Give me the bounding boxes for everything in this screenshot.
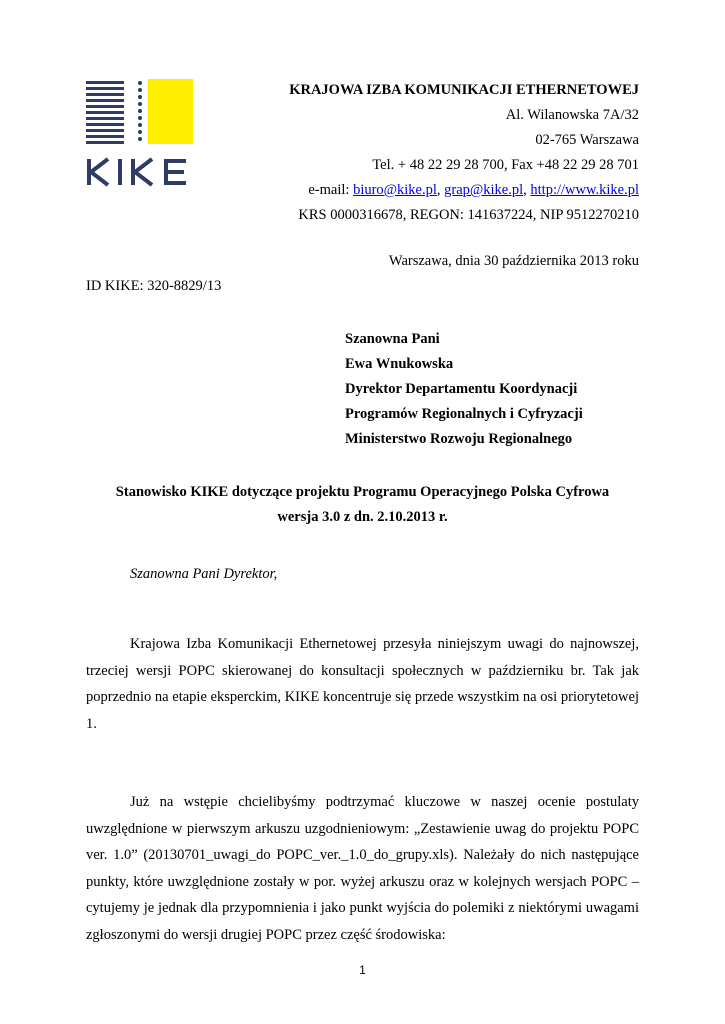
recipient-salutation: Szanowna Pani xyxy=(345,331,440,347)
recipient-block xyxy=(345,327,583,452)
email-link-biuro[interactable]: biuro@kike.pl xyxy=(353,182,437,198)
sender-header xyxy=(289,78,639,228)
email-label: e-mail: xyxy=(308,182,354,198)
address-street: Al. Wilanowska 7A/32 xyxy=(505,107,639,123)
subject-line-2: wersja 3.0 z dn. 2.10.2013 r. xyxy=(277,509,448,525)
address-city: 02-765 Warszawa xyxy=(535,132,639,148)
email-link-grap[interactable]: grap@kike.pl xyxy=(444,182,524,198)
email-line xyxy=(289,178,639,203)
body-paragraph: Już na wstępie chcielibyśmy podtrzymać kluczowe w naszej ocenie postulaty uwzględnione w pierwszym arkuszu uzgodnieniowym: „Zestawienie uwag do projektu POPC ver. 1.0” (20130701_uwagi_do POPC_ver._1.0_do_grupy.xls). Należały do nich następujące punkty, które uwzględnione zostały w por. wyżej arkuszu oraz w kolejnych wersjach POPC – cytujemy je jednak dla przypomnienia i jako punkt wyjścia do polemiki z niektórymi uwagami zgłoszonymi do wersji drugiej POPC przez część środowiska: xyxy=(86,794,639,943)
phone-fax: Tel. + 48 22 29 28 700, Fax +48 22 29 28 701 xyxy=(372,157,639,173)
email-separator: , xyxy=(436,182,445,198)
recipient-title: Dyrektor Departamentu Koordynacji xyxy=(345,381,578,397)
page-number: 1 xyxy=(359,963,366,977)
recipient-department: Programów Regionalnych i Cyfryzacji xyxy=(345,406,583,422)
organization-name: KRAJOWA IZBA KOMUNIKACJI ETHERNETOWEJ xyxy=(289,82,639,98)
date-line: Warszawa, dnia 30 października 2013 roku xyxy=(388,253,639,269)
logo-yellow-block xyxy=(148,79,193,144)
letter-salutation: Szanowna Pani Dyrektor, xyxy=(130,566,278,582)
email-separator: , xyxy=(523,182,531,198)
kike-logo xyxy=(86,79,198,187)
recipient-name: Ewa Wnukowska xyxy=(345,356,454,372)
website-link[interactable]: http://www.kike.pl xyxy=(530,182,639,198)
subject-heading xyxy=(86,480,639,530)
subject-line-1: Stanowisko KIKE dotyczące projektu Programu Operacyjnego Polska Cyfrowa xyxy=(115,484,610,500)
body-paragraph: Krajowa Izba Komunikacji Ethernetowej przesyła niniejszym uwagi do najnowszej, trzeciej wersji POPC skierowanej do konsultacji społecznych w październiku br. Tak jak poprzednio na etapie eksperckim, KIKE koncentruje się przede wszystkim na osi priorytetowej 1. xyxy=(86,636,639,732)
recipient-ministry: Ministerstwo Rozwoju Regionalnego xyxy=(345,431,573,447)
registry-numbers: KRS 0000316678, REGON: 141637224, NIP 9512270210 xyxy=(298,207,639,223)
logo-wordmark xyxy=(86,157,198,187)
document-id: ID KIKE: 320-8829/13 xyxy=(86,278,222,294)
